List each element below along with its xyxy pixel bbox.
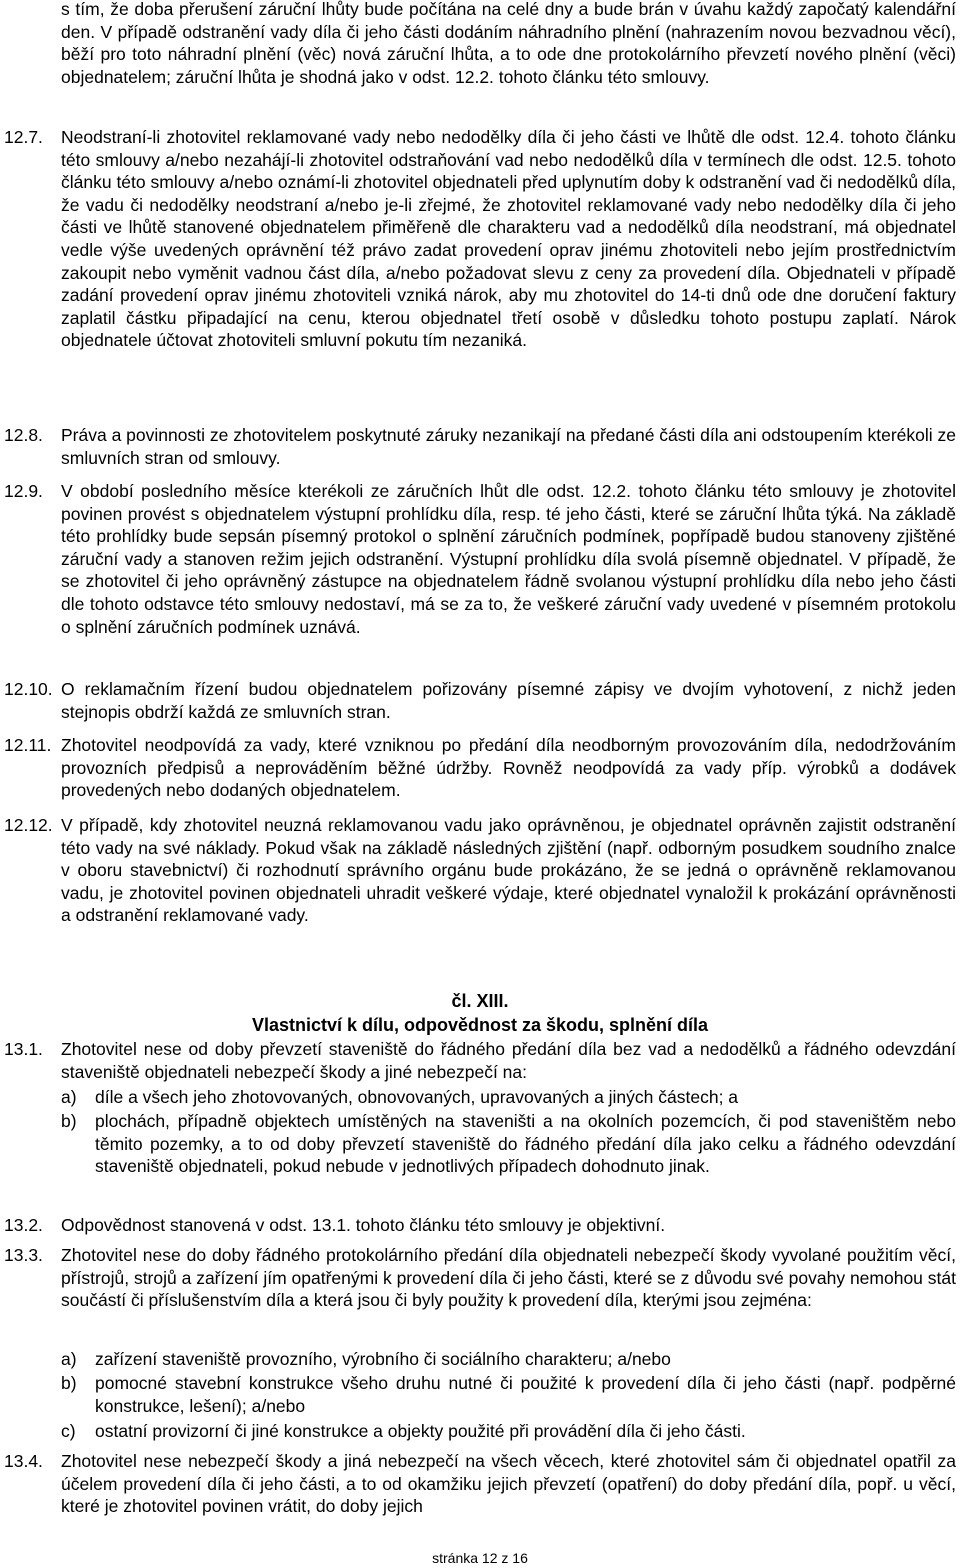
paragraph-text: Zhotovitel neodpovídá za vady, které vzniknou po předání díla neodborným provozováním díla, nedodržováním provozních předpisů a neprováděním běžné údržby. Rovněž neodpovídá za vady příp. výrobků a dodávek provedených nebo dodaných objednatelem.: [61, 735, 956, 801]
paragraph-text: Neodstraní-li zhotovitel reklamované vady nebo nedodělky díla či jeho části ve lhůtě dle odst. 12.4. tohoto článku této smlouvy a/nebo nezahájí-li zhotovitel odstraňování vad nebo nedodělků díla v termínech dle odst. 12.5. tohoto článku této smlouvy a/nebo oznámí-li zhotovitel objednateli před uplynutím doby k odstranění vad či nedodělků díla, že vadu či nedodělky neodstraní a/nebo je-li zřejmé, že zhotovitel reklamované vady nebo nedodělky díla či jeho části ve lhůtě stanovené objednatelem přiměřeně dle charakteru vad a nedodělků díla neodstraní, má objednatel vedle výše uvedených oprávnění též právo zadat provedení oprav jinému zhotoviteli nebo jejím prostřednictvím zakoupit nebo vyměnit vadnou část díla, a/nebo požadovat slevu z ceny za provedení díla. Objednateli v případě zadání provedení oprav jinému zhotoviteli vzniká nárok, aby mu zhotovitel do 14-ti dnů ode dne doručení faktury zaplatil částku připadající na cenu, kterou objednatel třetí osobě v důsledku tohoto postupu zaplatí. Nárok objednatele účtovat zhotoviteli smluvní pokutu tím nezaniká.: [61, 127, 956, 351]
paragraph-number: 12.7.: [4, 127, 43, 147]
paragraph-text: s tím, že doba přerušení záruční lhůty bude počítána na celé dny a bude brán v úvahu každý započatý kalendářní den. V případě odstranění vady díla či jeho části dodáním náhradního plnění (nahrazením novou bezvadnou věcí), běží pro toto náhradní plnění (věc) nová záruční lhůta, a to ode dne protokolárního převzetí nového plnění (věci) objednatelem; záruční lhůta je shodná jako v odst. 12.2. tohoto článku této smlouvy.: [61, 0, 956, 87]
paragraph-number: 13.2.: [4, 1215, 43, 1235]
list-item-text: plochách, případně objektech umístěných na staveništi a na okolních pozemcích, či pod staveništěm nebo těmito pozemky, a to od doby převzetí staveniště do řádného předání díla jako celku a řádného odevzdání staveniště objednateli, pokud nebude v jednotlivých případech dohodnuto jinak.: [95, 1111, 956, 1177]
page-footer: stránka 12 z 16: [432, 1550, 528, 1566]
paragraph-number: 13.4.: [4, 1451, 43, 1471]
article-number: čl. XIII.: [451, 991, 509, 1011]
paragraph-text: Zhotovitel nese do doby řádného protokolárního předání díla objednateli nebezpečí škody vyvolané použitím věcí, přístrojů, strojů a zařízení jím opatřenými k provedení díla či jeho části, které se z důvodu své povahy nemohou stát součástí či příslušenstvím díla a která jsou či byly použity k provedení díla, kterými jsou zejména:: [61, 1245, 956, 1311]
paragraph-text: O reklamačním řízení budou objednatelem pořizovány písemné zápisy ve dvojím vyhotovení, z nichž jeden stejnopis obdrží každá ze smluvních stran.: [61, 679, 956, 722]
paragraph-text: Práva a povinnosti ze zhotovitelem poskytnuté záruky nezanikají na předané části díla ani odstoupením kterékoli ze smluvních stran od smlouvy.: [61, 425, 956, 468]
list-item-text: ostatní provizorní či jiné konstrukce a objekty použité při provádění díla či jeho části.: [95, 1421, 746, 1441]
list-item-label: a): [61, 1087, 77, 1107]
paragraph-text: V období posledního měsíce kterékoli ze záručních lhůt dle odst. 12.2. tohoto článku této smlouvy je zhotovitel povinen provést s objednatelem výstupní prohlídku díla, resp. té jeho části, které se záruční lhůta týká. Na základě této prohlídky bude sepsán písemný protokol o splnění záručních podmínek, popřípadě budou stanoveny zjištěné záruční vady a stanoven režim jejich odstranění. Výstupní prohlídku díla svolá písemně objednatel. V případě, že se zhotovitel či jeho oprávněný zástupce na objednatelem řádně svolanou výstupní prohlídku díla nebo jeho části dle tohoto odstavce této smlouvy nedostaví, má se za to, že veškeré záruční vady uvedené v písemném protokolu o splnění záručních podmínek uznává.: [61, 481, 956, 637]
paragraph-text: Odpovědnost stanovená v odst. 13.1. tohoto článku této smlouvy je objektivní.: [61, 1215, 666, 1235]
paragraph-text: Zhotovitel nese od doby převzetí staveniště do řádného předání díla bez vad a nedodělků a řádného odevzdání staveniště objednateli nebezpečí škody a jiné nebezpečí na:: [61, 1039, 956, 1082]
paragraph-number: 12.8.: [4, 425, 43, 445]
paragraph-number: 13.1.: [4, 1039, 43, 1059]
article-title: Vlastnictví k dílu, odpovědnost za škodu, splnění díla: [251, 1015, 709, 1035]
paragraph-number: 12.11.: [4, 735, 52, 755]
paragraph-number: 13.3.: [4, 1245, 43, 1265]
list-item-text: zařízení staveniště provozního, výrobního či sociálního charakteru; a/nebo: [95, 1349, 671, 1369]
paragraph-number: 12.9.: [4, 481, 43, 501]
list-item-text: pomocné stavební konstrukce všeho druhu nutné či použité k provedení díla či jeho části (např. podpěrné konstrukce, lešení); a/nebo: [95, 1373, 956, 1416]
list-item-label: b): [61, 1373, 77, 1393]
paragraph-text: Zhotovitel nese nebezpečí škody a jiná nebezpečí na všech věcech, které zhotovitel sám či objednatel opatřil za účelem provedení díla či jeho části, a to od okamžiku jejich převzetí (opatření) do doby předání díla, popř. u věcí, které je zhotovitel povinen vrátit, do doby jejich: [61, 1451, 956, 1517]
list-item-label: b): [61, 1111, 77, 1131]
list-item-label: c): [61, 1421, 76, 1441]
list-item-label: a): [61, 1349, 77, 1369]
paragraph-number: 12.10.: [4, 679, 53, 699]
list-item-text: díle a všech jeho zhotovovaných, obnovovaných, upravovaných a jiných částech; a: [95, 1087, 739, 1107]
paragraph-text: V případě, kdy zhotovitel neuzná reklamovanou vadu jako oprávněnou, je objednatel oprávněn zajistit odstranění této vady na své náklady. Pokud však na základě následných zjištění (např. odborným posudkem soudního znalce v oboru stavebnictví) či rozhodnutí správního orgánu bude prokázáno, že se jedná o oprávněně reklamovanou vadu, je zhotovitel povinen objednateli uhradit veškeré výdaje, které objednatel vynaložil k prokázání oprávněnosti a odstranění reklamované vady.: [61, 815, 956, 926]
paragraph-number: 12.12.: [4, 815, 53, 835]
